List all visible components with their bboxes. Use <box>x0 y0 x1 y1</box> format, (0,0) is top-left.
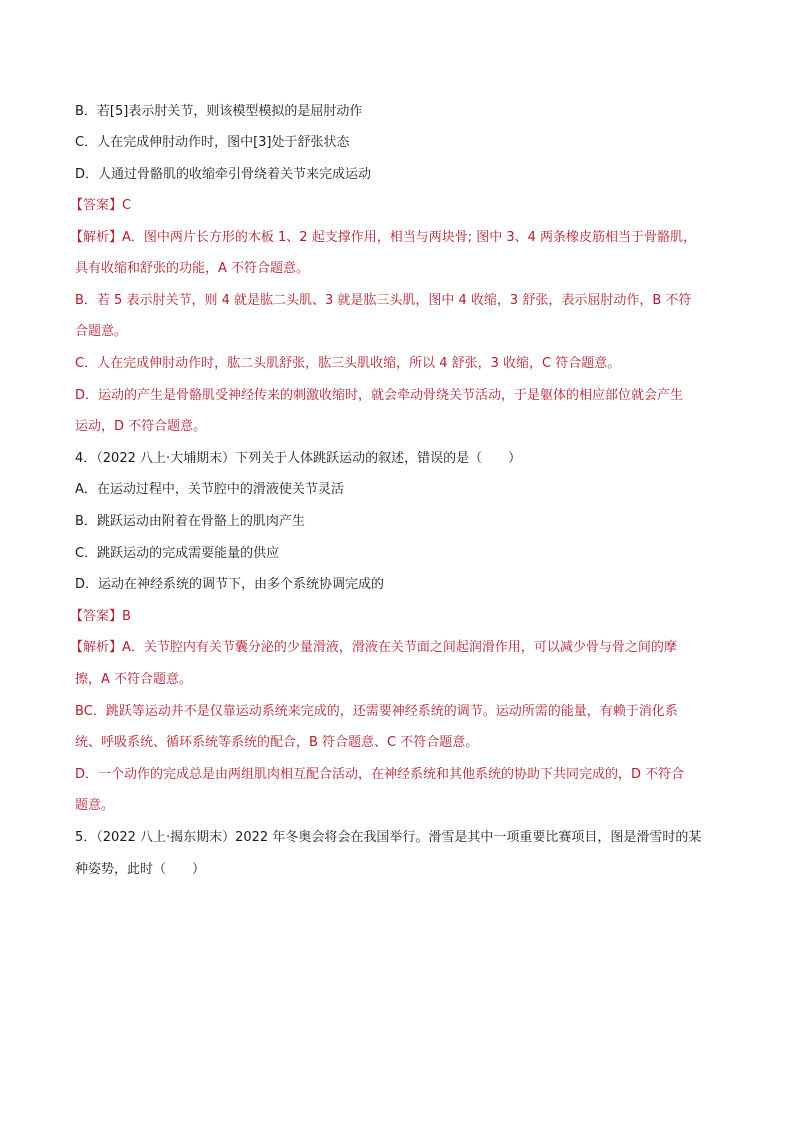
q4-option-d: D．运动在神经系统的调节下，由多个系统协调完成的 <box>75 577 385 592</box>
q4-analysis-a-line1 <box>70 639 720 657</box>
q3-option-b: B．若[5]表示肘关节，则该模型模拟的是屈肘动作 <box>75 104 363 119</box>
answer-tag: 【答案】 <box>70 609 123 624</box>
q4-analysis-bc-line1: BC．跳跃等运动并不是仅靠运动系统来完成的，还需要神经系统的调节。运动所需的能量，有赖于消化系 <box>75 704 678 719</box>
q3-option-c: C．人在完成伸肘动作时，图中[3]处于舒张状态 <box>75 135 350 150</box>
q4-analysis-d-line2: 题意。 <box>75 798 115 813</box>
q4-answer <box>70 608 720 626</box>
analysis-text: A．图中两片长方形的木板 1、2 起支撑作用，相当与两块骨; 图中 3、4 两条橡皮筋相当于骨骼肌， <box>122 230 697 245</box>
q3-option-d: D．人通过骨骼肌的收缩牵引骨绕着关节来完成运动 <box>75 167 372 182</box>
q5-stem-line1: 5．（2022 八上·揭东期末）2022 年冬奥会将会在我国举行。滑雪是其中一项重要比赛项目，图是滑雪时的某 <box>75 830 702 845</box>
q4-analysis-d-line1: D．一个动作的完成总是由两组肌肉相互配合活动，在神经系统和其他系统的协助下共同完成的，D 不符合 <box>75 767 685 782</box>
q4-analysis-a-line2: 擦，A 不符合题意。 <box>75 672 193 687</box>
analysis-text: A．关节腔内有关节囊分泌的少量滑液，滑液在关节面之间起润滑作用，可以减少骨与骨之间的摩 <box>122 640 677 655</box>
answer-tag: 【答案】 <box>70 198 123 213</box>
q3-analysis-a-line1 <box>70 229 720 247</box>
answer-value: B <box>122 609 131 624</box>
analysis-tag: 【解析】 <box>70 640 123 655</box>
q3-answer <box>70 197 720 215</box>
q5-stem-line2: 种姿势，此时（ ） <box>75 862 206 877</box>
q3-analysis-b-line1: B．若 5 表示肘关节，则 4 就是肱二头肌、3 就是肱三头肌，图中 4 收缩，3 舒张，表示屈肘动作，B 不符 <box>75 293 692 308</box>
q3-analysis-d-line2: 运动，D 不符合题意。 <box>75 419 207 434</box>
q4-analysis-bc-line2: 统、呼吸系统、循环系统等系统的配合，B 符合题意、C 不符合题意。 <box>75 735 479 750</box>
q4-stem: 4．（2022 八上·大埔期末）下列关于人体跳跃运动的叙述，错误的是（ ） <box>75 451 522 466</box>
q3-analysis-c-line1: C．人在完成伸肘动作时，肱二头肌舒张，肱三头肌收缩，所以 4 舒张，3 收缩，C 符合题意。 <box>75 356 621 371</box>
q4-option-c: C．跳跃运动的完成需要能量的供应 <box>75 546 280 561</box>
q4-option-b: B．跳跃运动由附着在骨骼上的肌肉产生 <box>75 514 305 529</box>
q3-analysis-b-line2: 合题意。 <box>75 324 128 339</box>
q4-option-a: A．在运动过程中，关节腔中的滑液使关节灵活 <box>75 482 344 497</box>
analysis-tag: 【解析】 <box>70 230 123 245</box>
q3-analysis-d-line1: D．运动的产生是骨骼肌受神经传来的刺激收缩时，就会牵动骨绕关节活动，于是躯体的相应部位就会产生 <box>75 388 684 403</box>
q3-analysis-a-line2: 具有收缩和舒张的功能，A 不符合题意。 <box>75 261 310 276</box>
answer-value: C <box>122 198 132 213</box>
